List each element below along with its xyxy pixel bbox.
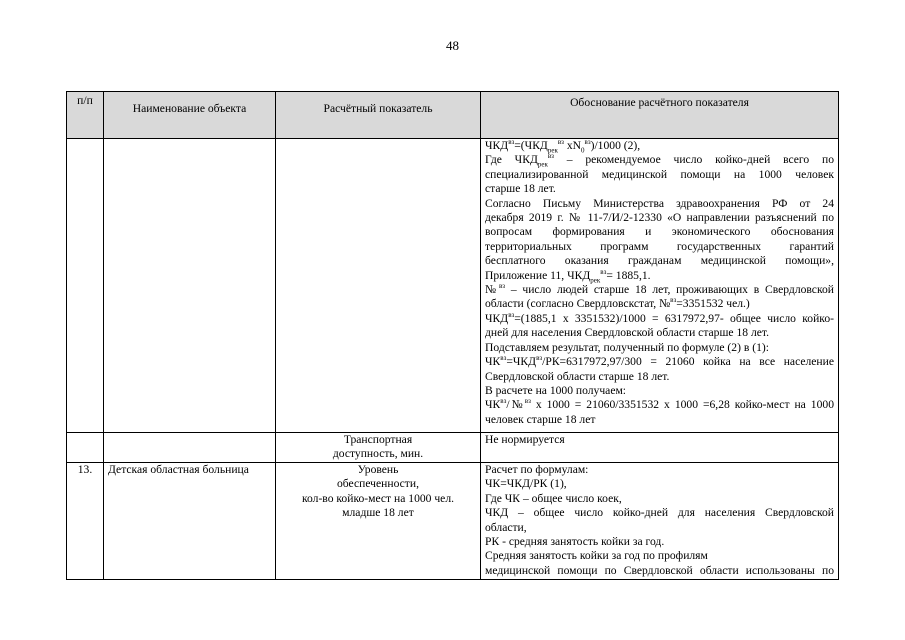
letter-line-1: Согласно Письму Министерства здравоохранения РФ от 24 bbox=[485, 196, 834, 210]
row3-name-cell: Детская областная больница bbox=[104, 463, 276, 580]
row2-indicator-cell bbox=[276, 433, 481, 463]
row1-indicator-cell bbox=[276, 139, 481, 433]
letter-line-5: бесплатного оказания гражданам медицинской помощи», bbox=[485, 254, 834, 268]
table-row bbox=[67, 139, 839, 433]
ck-line-2: Свердловской области старше 18 лет. bbox=[485, 369, 670, 383]
chkd-line-2: области, bbox=[485, 520, 527, 534]
table-row bbox=[67, 463, 839, 580]
chkd-line-1: ЧКД – общее число койко-дней для населения Свердловской bbox=[485, 506, 834, 520]
indicator-line: доступность, мин. bbox=[332, 447, 424, 461]
indicator-line: обеспеченности, bbox=[337, 477, 419, 491]
letter-line-4: территориальных программ государственных гарантий bbox=[485, 239, 834, 253]
subst-line: Подставляем результат, полученный по формуле (2) в (1): bbox=[485, 340, 769, 354]
page-number: 48 bbox=[446, 38, 459, 53]
per-line: В расчете на 1000 получаем: bbox=[485, 383, 627, 397]
formula-2: $ЧКД^{вз}=(ЧКД_{рек}^{вз}$ $хN_0^{вз})/1000$ (2), bbox=[485, 138, 641, 155]
n-line-1: №$^{вз}$ – число людей старше 18 лет, проживающих в Свердловской bbox=[485, 282, 834, 297]
row1-num-cell bbox=[67, 139, 104, 433]
table-row bbox=[67, 433, 839, 463]
where-line-3: старше 18 лет. bbox=[485, 182, 556, 196]
justification-table bbox=[66, 91, 839, 580]
row3-indicator-cell bbox=[276, 463, 481, 580]
letter-line-3: вопросам формирования и экономического обоснования bbox=[485, 225, 834, 239]
avg-line-1: Средняя занятость койки за год по профилям bbox=[485, 549, 708, 563]
header-justification: Обоснование расчётного показателя bbox=[481, 92, 839, 139]
indicator-line: Транспортная bbox=[343, 433, 413, 446]
calc-line-1: $ЧКД^{вз}=(1885,1$ х 3351532)/1000 = 6317972,97- общее число койко- bbox=[485, 311, 834, 325]
indicator-line: младше 18 лет bbox=[342, 506, 414, 520]
rk-line: РК - средняя занятость койки за год. bbox=[485, 535, 665, 549]
letter-line-2: декабря 2019 г. № 11-7/И/2-12330 «О направлении разъяснений по bbox=[485, 211, 834, 225]
avg-line-2: медицинской помощи по Свердловской области использованы по bbox=[485, 563, 834, 577]
formula-line: ЧК=ЧКД/РК (1), bbox=[485, 477, 567, 491]
indicator-line: кол-во койко-мест на 1000 чел. bbox=[301, 491, 455, 505]
row3-justification-cell bbox=[481, 463, 839, 580]
header-indicator: Расчётный показатель bbox=[276, 92, 481, 139]
where-line-2: специализированной медицинской помощи на 1000 человек bbox=[485, 167, 834, 181]
where-paragraph: Где $ЧКД_{рек}^{вз}$ – рекомендуемое число койко-дней всего по bbox=[485, 152, 834, 169]
table-header-row bbox=[67, 92, 839, 139]
letter-line-6: Приложение 11, $ЧКД_{рек}^{вз}= 1885,1$. bbox=[485, 267, 651, 284]
formula-line: Где ЧК – общее число коек, bbox=[485, 491, 622, 505]
n-line-2: области (согласно Свердловскстат, №$^{вз}$=3351532 чел.) bbox=[485, 296, 750, 311]
formula-line: Расчет по формулам: bbox=[485, 463, 589, 476]
indicator-line: Уровень bbox=[357, 463, 399, 476]
final-line-1: $ЧК^{вз}/№^{вз}$ х 1000 = 21060/3351532 х 1000 =6,28 койко-мест на 1000 bbox=[485, 397, 834, 412]
row2-justification-cell: Не нормируется bbox=[481, 433, 839, 463]
ck-line-1: $ЧК^{вз}=ЧКД^{вз}/РК=6317972,97/300 = 21060$ койка на все население bbox=[485, 354, 834, 369]
calc-line-2: дней для населения Свердловской области старше 18 лет. bbox=[485, 326, 769, 340]
row3-num-cell: 13. bbox=[67, 463, 104, 580]
final-line-2: человек старше 18 лет bbox=[485, 412, 596, 426]
header-num: п/п bbox=[67, 92, 104, 139]
row2-name-cell bbox=[104, 433, 276, 463]
row1-justification-cell bbox=[481, 139, 839, 433]
header-object-name: Наименование объекта bbox=[104, 92, 276, 139]
row2-num-cell bbox=[67, 433, 104, 463]
row1-name-cell bbox=[104, 139, 276, 433]
